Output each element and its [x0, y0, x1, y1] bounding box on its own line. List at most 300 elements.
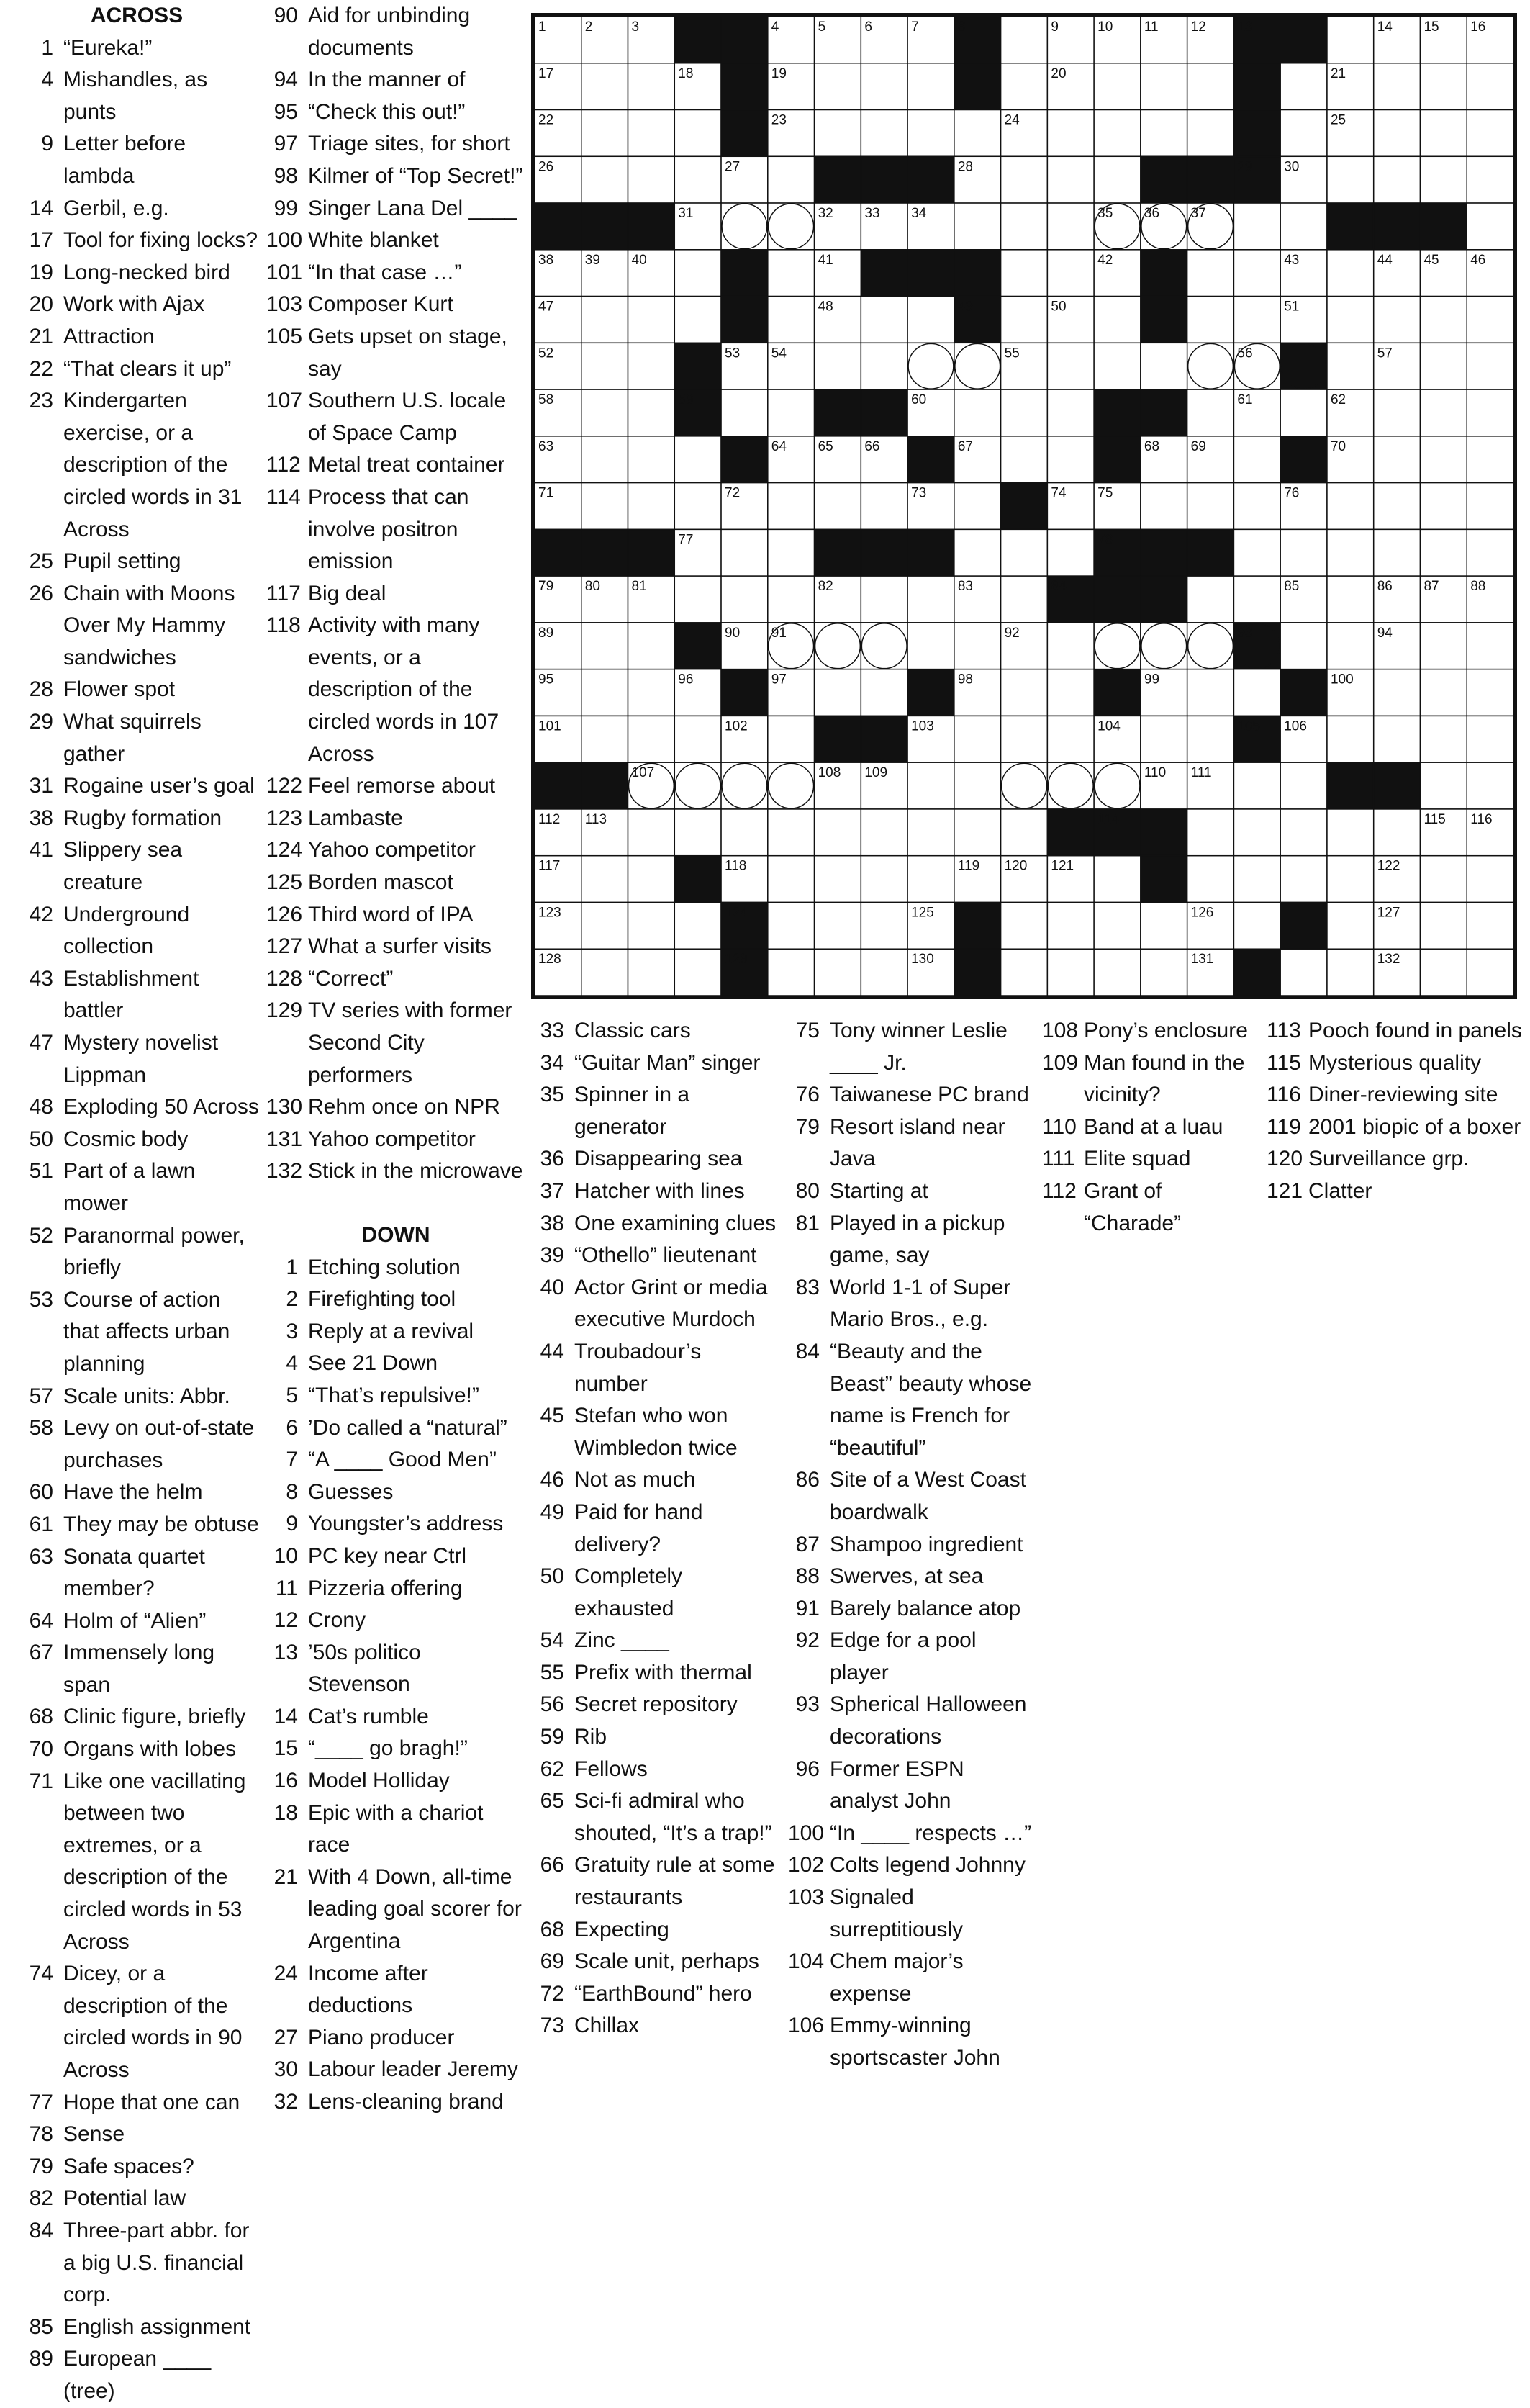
grid-cell[interactable]: [581, 949, 628, 996]
grid-cell[interactable]: [1233, 669, 1280, 716]
grid-cell[interactable]: [1467, 63, 1513, 110]
grid-cell[interactable]: [815, 669, 861, 716]
grid-cell[interactable]: [1467, 389, 1513, 436]
grid-cell[interactable]: [1467, 203, 1513, 250]
grid-cell[interactable]: [768, 250, 815, 297]
cell-number: 32: [818, 206, 833, 222]
grid-cell[interactable]: [1420, 669, 1467, 716]
grid-cell[interactable]: [1233, 483, 1280, 530]
grid-cell[interactable]: [1233, 856, 1280, 903]
grid-cell[interactable]: [1187, 483, 1234, 530]
grid-cell[interactable]: [581, 343, 628, 389]
grid-cell[interactable]: [1187, 669, 1234, 716]
grid-cell[interactable]: [1233, 436, 1280, 483]
grid-cell[interactable]: [1094, 856, 1141, 903]
grid-cell[interactable]: [907, 297, 954, 343]
grid-cell[interactable]: [861, 856, 907, 903]
grid-cell[interactable]: [628, 856, 675, 903]
grid-cell[interactable]: [1280, 949, 1327, 996]
grid-cell[interactable]: [768, 389, 815, 436]
grid-cell[interactable]: [1047, 623, 1094, 669]
grid-cell[interactable]: [1187, 856, 1234, 903]
grid-cell[interactable]: [861, 483, 907, 530]
clue-number: 63: [29, 1544, 53, 1569]
grid-cell[interactable]: [1094, 63, 1141, 110]
grid-cell[interactable]: [674, 716, 721, 762]
grid-cell[interactable]: [581, 669, 628, 716]
grid-cell[interactable]: [815, 856, 861, 903]
grid-cell[interactable]: [1141, 949, 1187, 996]
grid-cell[interactable]: [1280, 762, 1327, 809]
grid-cell[interactable]: [815, 949, 861, 996]
grid-cell[interactable]: [1047, 343, 1094, 389]
grid-cell[interactable]: [954, 203, 1001, 250]
grid-cell[interactable]: [1047, 156, 1094, 203]
grid-cell[interactable]: [1280, 389, 1327, 436]
grid-cell[interactable]: [1233, 576, 1280, 623]
clue-item: [533, 1561, 777, 1625]
grid-cell[interactable]: [1420, 389, 1467, 436]
grid-cell[interactable]: [1001, 529, 1048, 576]
grid-cell[interactable]: [1094, 949, 1141, 996]
grid-cell[interactable]: [954, 529, 1001, 576]
black-square: [861, 389, 907, 436]
grid-cell[interactable]: [907, 856, 954, 903]
grid-cell[interactable]: [581, 902, 628, 949]
grid-cell[interactable]: [628, 156, 675, 203]
grid-cell[interactable]: [674, 110, 721, 157]
cell-number: 91: [771, 625, 787, 641]
grid-cell[interactable]: [674, 156, 721, 203]
grid-cell[interactable]: [1327, 716, 1374, 762]
grid-cell[interactable]: [628, 343, 675, 389]
cell-number: 14: [1377, 19, 1393, 35]
cell-number: 59: [678, 392, 694, 408]
grid-cell[interactable]: [1374, 436, 1421, 483]
grid-cell[interactable]: [1374, 483, 1421, 530]
grid-cell[interactable]: [861, 343, 907, 389]
grid-cell[interactable]: [581, 483, 628, 530]
clue-number: 5: [286, 1383, 298, 1407]
grid-cell[interactable]: [1047, 902, 1094, 949]
grid-cell[interactable]: [1374, 809, 1421, 856]
grid-cell[interactable]: [1327, 856, 1374, 903]
grid-cell[interactable]: [1467, 343, 1513, 389]
grid-cell[interactable]: [1141, 483, 1187, 530]
grid-cell[interactable]: [954, 623, 1001, 669]
grid-cell[interactable]: [1374, 110, 1421, 157]
clue-number: 116: [1267, 1083, 1301, 1107]
grid-cell[interactable]: [861, 669, 907, 716]
grid-cell[interactable]: [1420, 762, 1467, 809]
down-header: DOWN: [361, 1222, 430, 1247]
grid-cell[interactable]: [1047, 529, 1094, 576]
grid-cell[interactable]: [581, 623, 628, 669]
grid-cell[interactable]: [1327, 529, 1374, 576]
grid-cell[interactable]: [1233, 203, 1280, 250]
grid-cell[interactable]: [1141, 902, 1187, 949]
grid-cell[interactable]: [1420, 902, 1467, 949]
grid-cell[interactable]: [1187, 389, 1234, 436]
grid-cell[interactable]: [628, 110, 675, 157]
cell-number: 53: [725, 346, 741, 361]
grid-cell[interactable]: [674, 576, 721, 623]
cell-number: 30: [1284, 159, 1300, 175]
grid-cell[interactable]: [581, 436, 628, 483]
grid-cell[interactable]: [768, 483, 815, 530]
grid-cell[interactable]: [581, 110, 628, 157]
grid-cell[interactable]: [628, 949, 675, 996]
grid-cell[interactable]: [1233, 250, 1280, 297]
grid-cell[interactable]: [1420, 297, 1467, 343]
clue-item: [533, 1657, 777, 1690]
grid-cell[interactable]: [1280, 623, 1327, 669]
grid-cell[interactable]: [768, 297, 815, 343]
grid-cell[interactable]: [1001, 576, 1048, 623]
grid-cell[interactable]: [815, 110, 861, 157]
grid-cell[interactable]: [1233, 809, 1280, 856]
grid-cell[interactable]: [1047, 716, 1094, 762]
clue-number: 44: [540, 1339, 564, 1363]
clue-number: 71: [29, 1769, 53, 1793]
clue-item: [22, 578, 259, 675]
clue-text: Gets upset on stage, say: [308, 324, 507, 381]
grid-cell[interactable]: [1001, 250, 1048, 297]
grid-cell[interactable]: [861, 809, 907, 856]
grid-cell[interactable]: [1001, 716, 1048, 762]
clue-item: [22, 1509, 259, 1541]
grid-cell[interactable]: [1001, 156, 1048, 203]
grid-cell[interactable]: [1420, 529, 1467, 576]
clue-item: [266, 2022, 525, 2055]
grid-cell[interactable]: [1001, 809, 1048, 856]
grid-cell[interactable]: [1327, 17, 1374, 63]
clue-number: 38: [29, 806, 53, 830]
clue-number: 41: [29, 838, 53, 862]
clue-number: 76: [795, 1083, 820, 1107]
clue-item: [788, 1754, 1036, 1818]
grid-cell[interactable]: [1094, 156, 1141, 203]
grid-cell[interactable]: [861, 902, 907, 949]
grid-cell[interactable]: [861, 576, 907, 623]
grid-cell[interactable]: [1280, 63, 1327, 110]
grid-cell[interactable]: [674, 436, 721, 483]
grid-cell[interactable]: [1374, 297, 1421, 343]
grid-cell[interactable]: [1327, 156, 1374, 203]
crossword-grid[interactable]: [531, 13, 1517, 999]
grid-cell[interactable]: [1420, 483, 1467, 530]
clue-item: [533, 1914, 777, 1947]
grid-cell[interactable]: [1141, 343, 1187, 389]
grid-cell[interactable]: [815, 483, 861, 530]
clue-number: 94: [273, 68, 298, 92]
grid-cell[interactable]: [1047, 949, 1094, 996]
clue-text: Scale unit, perhaps: [574, 1949, 759, 1974]
grid-cell[interactable]: [1001, 436, 1048, 483]
clue-text: “That clears it up”: [63, 356, 232, 381]
grid-cell[interactable]: [1327, 949, 1374, 996]
clue-text: Composer Kurt: [308, 292, 453, 317]
grid-cell[interactable]: [768, 809, 815, 856]
grid-cell[interactable]: [1141, 716, 1187, 762]
clue-number: 39: [540, 1243, 564, 1268]
clue-item: [788, 1111, 1036, 1176]
clue-item: [788, 1946, 1036, 2010]
grid-cell[interactable]: [1467, 436, 1513, 483]
clue-number: 118: [266, 613, 301, 638]
clue-number: 49: [540, 1500, 564, 1524]
clue-number: 54: [540, 1628, 564, 1653]
grid-cell[interactable]: [1327, 250, 1374, 297]
grid-cell[interactable]: [1327, 483, 1374, 530]
grid-cell[interactable]: [1233, 762, 1280, 809]
grid-cell[interactable]: [1374, 389, 1421, 436]
clue-number: 105: [266, 324, 303, 348]
grid-cell[interactable]: [1467, 529, 1513, 576]
clue-number: 122: [266, 774, 303, 798]
grid-cell[interactable]: [628, 297, 675, 343]
cell-number: 16: [1470, 19, 1486, 35]
grid-cell[interactable]: [1187, 809, 1234, 856]
clue-text: White blanket: [308, 228, 439, 253]
grid-cell[interactable]: [1374, 716, 1421, 762]
grid-cell[interactable]: [1001, 389, 1048, 436]
grid-cell[interactable]: [954, 389, 1001, 436]
grid-cell[interactable]: [628, 389, 675, 436]
grid-cell[interactable]: [1001, 17, 1048, 63]
grid-cell[interactable]: [1094, 297, 1141, 343]
clue-number: 35: [540, 1083, 564, 1107]
grid-cell[interactable]: [1467, 623, 1513, 669]
grid-cell[interactable]: [1001, 63, 1048, 110]
grid-cell[interactable]: [1047, 389, 1094, 436]
clue-list: [788, 1015, 1036, 2075]
grid-cell[interactable]: [1420, 63, 1467, 110]
grid-cell[interactable]: [1094, 902, 1141, 949]
grid-cell[interactable]: [581, 297, 628, 343]
grid-cell[interactable]: [721, 576, 768, 623]
grid-cell[interactable]: [1280, 529, 1327, 576]
grid-cell[interactable]: [1420, 343, 1467, 389]
grid-cell[interactable]: [1141, 63, 1187, 110]
grid-cell[interactable]: [768, 856, 815, 903]
clue-text: Aid for unbinding documents: [308, 4, 471, 60]
clue-item: [1042, 1143, 1258, 1176]
grid-cell[interactable]: [907, 623, 954, 669]
cell-number: 11: [1144, 19, 1159, 35]
grid-cell[interactable]: [1374, 529, 1421, 576]
grid-cell[interactable]: [1467, 669, 1513, 716]
grid-cell[interactable]: [1420, 623, 1467, 669]
grid-cell[interactable]: [721, 389, 768, 436]
grid-cell[interactable]: [768, 156, 815, 203]
grid-cell[interactable]: [1141, 110, 1187, 157]
cell-number: 120: [1004, 858, 1028, 874]
grid-cell[interactable]: [768, 716, 815, 762]
grid-cell[interactable]: [581, 156, 628, 203]
grid-cell[interactable]: [1467, 110, 1513, 157]
grid-cell[interactable]: [768, 949, 815, 996]
grid-cell[interactable]: [1233, 529, 1280, 576]
grid-cell[interactable]: [1187, 250, 1234, 297]
clue-item: [22, 257, 259, 289]
grid-cell[interactable]: [1047, 110, 1094, 157]
grid-cell[interactable]: [1467, 856, 1513, 903]
grid-cell[interactable]: [674, 483, 721, 530]
grid-cell[interactable]: [907, 110, 954, 157]
grid-cell[interactable]: [907, 762, 954, 809]
grid-cell[interactable]: [1327, 902, 1374, 949]
grid-cell[interactable]: [1001, 902, 1048, 949]
grid-cell[interactable]: [815, 902, 861, 949]
grid-cell[interactable]: [815, 63, 861, 110]
grid-cell[interactable]: [674, 902, 721, 949]
grid-cell[interactable]: [1047, 203, 1094, 250]
grid-cell[interactable]: [1001, 297, 1048, 343]
grid-cell[interactable]: [674, 250, 721, 297]
grid-cell[interactable]: [1233, 902, 1280, 949]
grid-cell[interactable]: [861, 63, 907, 110]
grid-cell[interactable]: [954, 809, 1001, 856]
grid-cell[interactable]: [1094, 110, 1141, 157]
grid-cell[interactable]: [1420, 436, 1467, 483]
grid-cell[interactable]: [954, 110, 1001, 157]
grid-cell[interactable]: [581, 63, 628, 110]
grid-cell[interactable]: [861, 297, 907, 343]
grid-cell[interactable]: [815, 809, 861, 856]
clue-text: Pizzeria offering: [308, 1576, 463, 1600]
grid-cell[interactable]: [954, 762, 1001, 809]
grid-cell[interactable]: [815, 343, 861, 389]
grid-cell[interactable]: [674, 809, 721, 856]
grid-cell[interactable]: [1187, 63, 1234, 110]
down-clues-column: [788, 1015, 1036, 2075]
grid-cell[interactable]: [861, 949, 907, 996]
clue-text: Chain with Moons Over My Hammy sandwiches: [63, 581, 235, 669]
grid-cell[interactable]: [1327, 576, 1374, 623]
grid-cell[interactable]: [721, 529, 768, 576]
grid-cell[interactable]: [1467, 156, 1513, 203]
grid-cell[interactable]: [628, 623, 675, 669]
grid-cell[interactable]: [721, 809, 768, 856]
grid-cell[interactable]: [628, 902, 675, 949]
grid-cell[interactable]: [768, 902, 815, 949]
clue-number: 102: [788, 1853, 825, 1877]
clue-number: 119: [1267, 1114, 1301, 1139]
cell-number: 9: [1051, 19, 1059, 35]
grid-cell[interactable]: [628, 716, 675, 762]
grid-cell[interactable]: [1187, 576, 1234, 623]
grid-cell[interactable]: [1094, 343, 1141, 389]
clue-text: Yahoo competitor: [308, 1127, 476, 1151]
clue-text: Metal treat container: [308, 453, 505, 477]
black-square: [1141, 297, 1187, 343]
clue-text: Model Holliday: [308, 1769, 450, 1793]
grid-cell[interactable]: [1187, 716, 1234, 762]
clue-number: 88: [795, 1564, 820, 1589]
grid-cell[interactable]: [1280, 809, 1327, 856]
grid-cell[interactable]: [1001, 669, 1048, 716]
cell-number: 71: [538, 485, 554, 501]
clue-text: “That’s repulsive!”: [308, 1383, 479, 1407]
clue-text: Pupil setting: [63, 549, 181, 574]
grid-cell[interactable]: [1420, 856, 1467, 903]
clue-item: [22, 2343, 259, 2407]
grid-cell[interactable]: [628, 669, 675, 716]
clue-number: 55: [540, 1660, 564, 1685]
grid-cell[interactable]: [1280, 203, 1327, 250]
grid-cell[interactable]: [1280, 110, 1327, 157]
grid-cell[interactable]: [628, 436, 675, 483]
grid-cell[interactable]: [1001, 203, 1048, 250]
grid-cell[interactable]: [768, 576, 815, 623]
grid-cell[interactable]: [1374, 669, 1421, 716]
grid-cell[interactable]: [1233, 297, 1280, 343]
clue-text: Activity with many events, or a description of the circled words in 107 Across: [308, 613, 499, 766]
clue-number: 101: [266, 260, 303, 284]
grid-cell[interactable]: [1467, 716, 1513, 762]
grid-cell[interactable]: [1374, 156, 1421, 203]
grid-cell[interactable]: [1047, 436, 1094, 483]
clue-text: Sense: [63, 2122, 125, 2147]
grid-cell[interactable]: [1467, 902, 1513, 949]
grid-cell[interactable]: [628, 809, 675, 856]
grid-cell[interactable]: [1420, 949, 1467, 996]
grid-cell[interactable]: [581, 389, 628, 436]
grid-cell[interactable]: [1001, 949, 1048, 996]
clue-text: Income after deductions: [308, 1961, 428, 2018]
grid-cell[interactable]: [674, 949, 721, 996]
grid-cell[interactable]: [1420, 156, 1467, 203]
grid-cell[interactable]: [1467, 949, 1513, 996]
grid-cell[interactable]: [1374, 63, 1421, 110]
grid-cell[interactable]: [1467, 483, 1513, 530]
cell-number: 126: [1190, 905, 1214, 921]
grid-cell[interactable]: [861, 110, 907, 157]
grid-cell[interactable]: [954, 483, 1001, 530]
grid-cell[interactable]: [581, 856, 628, 903]
grid-cell[interactable]: [1047, 669, 1094, 716]
grid-cell[interactable]: [1467, 297, 1513, 343]
clue-number: 23: [29, 389, 53, 413]
grid-cell[interactable]: [1327, 623, 1374, 669]
grid-svg[interactable]: [535, 17, 1513, 996]
grid-cell[interactable]: [1280, 856, 1327, 903]
clue-text: Dicey, or a description of the circled words in 90 Across: [63, 1962, 243, 2082]
grid-cell[interactable]: [581, 716, 628, 762]
grid-cell[interactable]: [674, 297, 721, 343]
grid-cell[interactable]: [1327, 297, 1374, 343]
grid-cell[interactable]: [1420, 110, 1467, 157]
clue-text: One examining clues: [574, 1211, 777, 1235]
grid-cell[interactable]: [628, 483, 675, 530]
grid-cell[interactable]: [1467, 762, 1513, 809]
grid-cell[interactable]: [1187, 110, 1234, 157]
grid-cell[interactable]: [907, 576, 954, 623]
grid-cell[interactable]: [1327, 809, 1374, 856]
grid-cell[interactable]: [1187, 297, 1234, 343]
grid-cell[interactable]: [628, 63, 675, 110]
grid-cell[interactable]: [907, 809, 954, 856]
grid-cell[interactable]: [768, 529, 815, 576]
grid-cell[interactable]: [954, 716, 1001, 762]
grid-cell[interactable]: [1327, 343, 1374, 389]
grid-cell[interactable]: [907, 63, 954, 110]
grid-cell[interactable]: [1420, 716, 1467, 762]
clue-number: 56: [540, 1692, 564, 1717]
grid-cell[interactable]: [1047, 250, 1094, 297]
clue-text: Surveillance grp.: [1308, 1147, 1470, 1171]
